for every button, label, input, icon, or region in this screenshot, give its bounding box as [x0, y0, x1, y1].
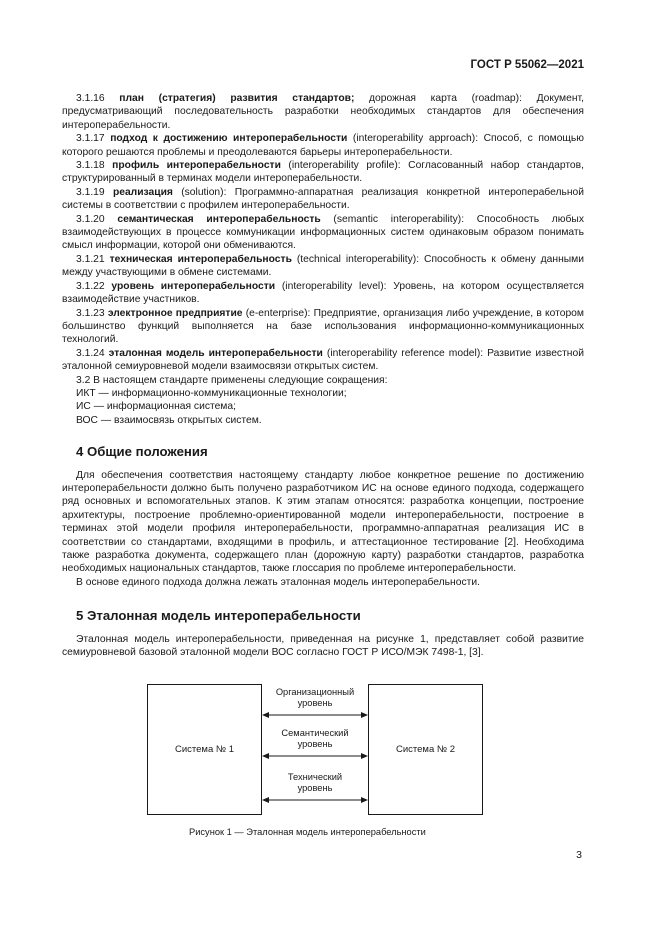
- system-2-label: Система № 2: [395, 744, 455, 755]
- level-label-line: Семантический: [281, 728, 349, 738]
- definition-term: профиль интероперабельности: [112, 160, 281, 172]
- definition-3-1-20: [62, 213, 584, 253]
- abbreviation-item: ИКТ — информационно-коммуникационные технологии;: [76, 387, 347, 399]
- system-1-box: [147, 684, 262, 815]
- reference-model-figure: [147, 684, 484, 815]
- definition-text: (technical interoperability): Способность к обмену данными между участвующими в обмене системами.: [62, 253, 584, 279]
- definitions-list: [62, 92, 584, 374]
- definition-term: план (стратегия) развития стандартов;: [119, 93, 355, 104]
- section-4-heading: 4 Общие положения: [76, 444, 208, 460]
- standard-header: ГОСТ Р 55062—2021: [470, 59, 584, 71]
- section-5-paragraph: Эталонная модель интероперабельности, приведенная на рисунке 1, представляет собой развитие семиуровневой базовой эталонной модели ВОС согласно ГОСТ Р ИСО/МЭК 7498-1, [3].: [62, 633, 584, 659]
- semantic-level: [262, 728, 368, 760]
- definition-term: электронное предприятие: [107, 307, 243, 319]
- definition-3-1-23: [62, 307, 584, 347]
- definition-3-1-22: [62, 280, 584, 307]
- definition-term: реализация: [112, 186, 173, 198]
- level-label-line: Технический: [287, 772, 343, 782]
- definition-number: 3.1.21: [76, 253, 105, 265]
- definition-number: 3.1.19: [76, 186, 105, 198]
- abbreviations-block: [62, 374, 584, 428]
- level-label-line: уровень: [297, 739, 333, 749]
- definition-3-1-17: [62, 132, 584, 159]
- definition-3-1-19: [62, 186, 584, 213]
- double-arrow-icon: [262, 711, 368, 719]
- abbreviation-item: ВОС — взаимосвязь открытых систем.: [76, 414, 262, 426]
- definition-term: эталонная модель интероперабельности: [108, 347, 323, 359]
- definition-text: (e-enterprise): Предприятие, организация либо учреждение, в котором большинство функций выполняется на базе использования информационно-коммуникационных технологий.: [62, 307, 584, 346]
- definition-text: (interoperability reference model): Развитие известной эталонной семиуровневой модели взаимосвязи открытых систем.: [62, 347, 584, 373]
- system-2-box: [368, 684, 483, 815]
- page-number: 3: [576, 849, 582, 861]
- double-arrow-icon: [262, 796, 368, 804]
- definition-3-1-16: [62, 92, 584, 132]
- definition-number: 3.1.17: [76, 133, 105, 145]
- definition-text: (interoperability profile): Согласованный набор стандартов, структурированный в терминах модели интероперабельности.: [62, 160, 584, 185]
- abbreviation-item: ИС — информационная система;: [76, 401, 236, 413]
- definition-term: подход к достижению интероперабельности: [110, 133, 348, 145]
- abbreviations-intro: 3.2 В настоящем стандарте применены следующие сокращения:: [76, 374, 388, 386]
- level-label-line: уровень: [297, 783, 333, 793]
- technical-level: [262, 772, 368, 804]
- definition-number: 3.1.18: [76, 160, 105, 172]
- document-body: [62, 92, 584, 659]
- definition-term: уровень интероперабельности: [111, 280, 276, 292]
- section-5-heading: 5 Эталонная модель интероперабельности: [76, 608, 361, 624]
- section-4-paragraph: В основе единого подхода должна лежать эталонная модель интероперабельности.: [76, 576, 480, 588]
- system-1-label: Система № 1: [174, 744, 234, 755]
- section-4-paragraph: Для обеспечения соответствия настоящему стандарту любое конкретное решение по достижению интероперабельности должно быть получено разработчиком ИС на основе единого подхода, содержащего ряд основных и вспомогательных этапов. К этим этапам относятся: разработка концепции, построение архитектуры, построение проблемно-ориентированной модели интероперабельности, построение в терминах этой модели профиля интероперабельности, программно-аппаратная реализация ИС в соответствии со стандартами, входящими в профиль, и аттестационное тестирование [2]. Необходима также разработка документа, содержащего план (дорожную карту) разработки стандартов, разработка необходимых национальных стандартов, также глоссария по проблеме интероперабельности.: [62, 469, 584, 575]
- definition-number: 3.1.23: [76, 307, 105, 319]
- definition-term: семантическая интероперабельность: [117, 213, 321, 225]
- definition-term: техническая интероперабельность: [109, 253, 292, 265]
- organizational-level: [262, 687, 368, 719]
- definition-text: (solution): Программно-аппаратная реализация конкретной интероперабельной системы в соответствии с профилем интероперабельности.: [62, 186, 584, 212]
- definition-number: 3.1.16: [76, 93, 105, 104]
- definition-number: 3.1.24: [76, 347, 105, 359]
- definition-text: (interoperability level): Уровень, на котором осуществляется взаимодействие участников.: [62, 280, 584, 306]
- definition-text: дорожная карта (roadmap): Документ, предусматривающий последовательность разработки необходимых стандартов для обеспечения интероперабельности.: [62, 93, 584, 131]
- double-arrow-icon: [262, 752, 368, 760]
- figure-caption: Рисунок 1 — Эталонная модель интероперабельности: [189, 827, 426, 837]
- level-label-line: Организационный: [275, 687, 355, 697]
- definition-text: (interoperability approach): Способ, с помощью которого решаются проблемы и преодолеваются барьеры интероперабельности.: [62, 133, 584, 158]
- definition-number: 3.1.22: [76, 280, 105, 292]
- definition-text: (semantic interoperability): Способность любых взаимодействующих в процессе коммуникации информационных систем одинаковым образом понимать смысл информации, которой они обмениваются.: [62, 213, 584, 252]
- definition-3-1-18: [62, 159, 584, 186]
- definition-number: 3.1.20: [76, 213, 105, 225]
- level-label-line: уровень: [297, 698, 333, 708]
- definition-3-1-21: [62, 253, 584, 280]
- definition-3-1-24: [62, 347, 584, 374]
